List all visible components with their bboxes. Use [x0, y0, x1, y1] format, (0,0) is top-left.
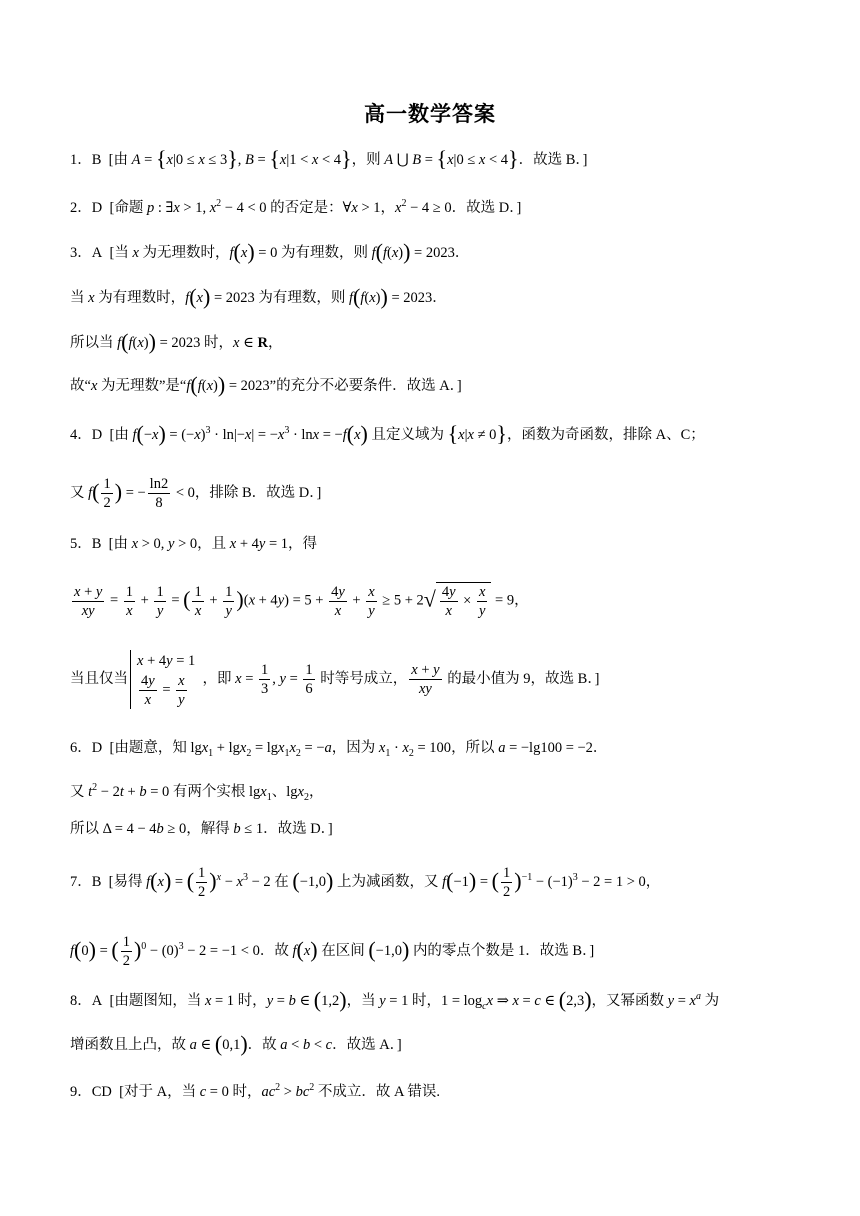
answer-7-line-2: f(0) = ( $\frac{1}{2}$ )$^0 - (0)^3 - 2 = -1 < 0$．故 f(x) 在区间 (−1,0) 内的零点个数是 1．故选 B．] [70, 934, 595, 969]
answer-3-line-3: 所以当 f(f(x)) = 2023 时，x ∈ R， [70, 329, 283, 354]
answer-4: 4．D [由 $f(-x) = (-x)^3 \cdot \ln|-x| = -x^3 \cdot \ln x = -f(x)$ 且定义域为 {x|x ≠ 0}，函数为奇函数，排除 A、C； [70, 421, 705, 446]
answer-5-line-3: 当且仅当 x + 4y = 1 $\frac{4y}{x}$ = $\frac{x}{y}$ ，即 x = $\frac{1}{3}$ , y = $\frac{1}{6}$ 时等号成立， $\frac{x + y}{xy}$ 的最小值为 9，故选 B．] [70, 650, 599, 709]
answer-5-line-2: $\frac{x + y}{xy}$ = $\frac{1}{x}$ + $\frac{1}{y}$ = ( $\frac{1}{x}$ + $\frac{1}{y}$ )(x + 4y) = 5 + $\frac{4y}{x}$ + $\frac{x}{y}$ ≥ 5 + 2√ $\frac{4y}{x}$ × $\frac{x}{y}$ = 9， [74, 583, 529, 619]
answer-3-line-4: 故“x 为无理数”是“f(f(x)) = 2023”的充分不必要条件．故选 A．] [70, 372, 462, 397]
answer-5: 5．B [由 x > 0, y > 0，且 x + 4y = 1，得 [70, 536, 318, 552]
page-title: 高一数学答案 [364, 102, 496, 126]
answer-2: 2．D [命题 p : ∃x > 1, $x^2 - 4 < 0$ 的否定是：∀x > 1，$x^2 - 4 \ge 0$．故选 D．] [70, 198, 522, 216]
answer-7: 7．B [易得 f(x) = ( $\frac{1}{2}$ )$^x - x^3 - 2$ 在 (−1,0) 上为减函数，又 f(−1) = ( $\frac{1}{2}$ )$^{-1} - (-1)^3 - 2 = 1 > 0$， [70, 865, 661, 900]
answer-1: 1．B [由 A = {x|0 ≤ x ≤ 3}, B = {x|1 < x < 4}，则 A ⋃ B = {x|0 ≤ x < 4}．故选 B．] [70, 146, 588, 171]
answer-3-line-2: 当 x 为有理数时，f(x) = 2023 为有理数，则 f(f(x)) = 2023． [70, 284, 447, 309]
answer-9: 9．CD [对于 A，当 c = 0 时，$ac^2 > bc^2$ 不成立．故 A 错误. [70, 1082, 440, 1100]
answer-6-line-2: 又 $t^2 - 2t + b = 0$ 有两个实根 lgx$_1$、lgx$_2$， [70, 782, 324, 803]
answer-8-line-2: 增函数且上凸，故 a ∈ (0,1)．故 a < b < c．故选 A．] [70, 1031, 402, 1056]
answer-4-line-2: 又 f( $\frac{1}{2}$ ) = − $\frac{\ln 2}{8}$ < 0，排除 B．故选 D．] [70, 476, 322, 511]
answer-8: 8．A [由题图知，当 x = 1 时，y = b ∈ (1,2)，当 y = 1 时，$1 = \log_cx$ ⇒ x = c ∈ (2,3)，又幂函数 $y = x^a$ 为 [70, 987, 720, 1012]
answer-6-line-3: 所以 Δ = 4 − 4b ≥ 0，解得 b ≤ 1．故选 D．] [70, 821, 333, 837]
answer-6: 6．D [由题意，知 $\lg x_1 + \lg x_2 = \lg x_1x_2 = -a$，因为 $x_1 \cdot x_2 = 100$，所以 a = −lg100 = −2． [70, 740, 608, 759]
answer-3: 3．A [当 x 为无理数时，f(x) = 0 为有理数，则 f(f(x)) = 2023． [70, 239, 470, 264]
